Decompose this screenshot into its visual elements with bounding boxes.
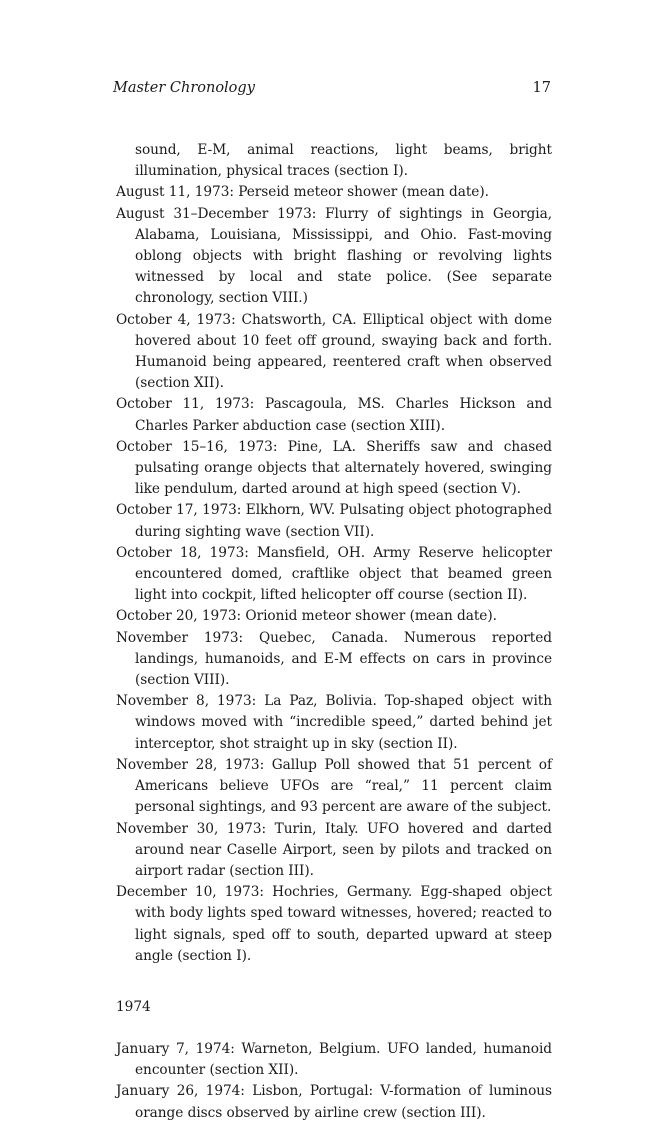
chronology-entry: October 20, 1973: Orionid meteor shower (mean date). xyxy=(116,608,497,625)
page-number: 17 xyxy=(532,80,551,96)
running-head xyxy=(113,80,551,102)
chronology-body xyxy=(116,140,552,1124)
chronology-entry: August 11, 1973: Perseid meteor shower (mean date). xyxy=(116,184,489,201)
chronology-entry: October 15–16, 1973: Pine, LA. Sheriffs saw and chased pulsating orange objects that alternately hovered, swinging like pendulum, darted around at high speed (section V). xyxy=(116,438,552,498)
chronology-entry: January 26, 1974: Lisbon, Portugal: V-formation of luminous orange discs observed by airline crew (section III). xyxy=(116,1083,552,1121)
chronology-entry: November 1973: Quebec, Canada. Numerous reported landings, humanoids, and E-M effects on cars in province (section VIII). xyxy=(116,629,552,689)
chronology-entry: October 18, 1973: Mansfield, OH. Army Reserve helicopter encountered domed, craftlike object that beamed green light into cockpit, lifted helicopter off course (section II). xyxy=(116,544,552,604)
chronology-entry: November 8, 1973: La Paz, Bolivia. Top-shaped object with windows moved with “incredible speed,” darted behind jet interceptor, shot straight up in sky (section II). xyxy=(116,693,552,752)
chronology-entry: October 17, 1973: Elkhorn, WV. Pulsating object photographed during sighting wave (section VII). xyxy=(116,502,552,540)
running-title: Master Chronology xyxy=(113,80,255,96)
chronology-entry: December 10, 1973: Hochries, Germany. Egg-shaped object with body lights sped toward witnesses, hovered; reacted to light signals, sped off to south, departed upward at steep angle (section I). xyxy=(116,884,552,964)
chronology-entry: January 7, 1974: Warneton, Belgium. UFO landed, humanoid encounter (section XII). xyxy=(116,1040,552,1079)
chronology-entry: August 31–December 1973: Flurry of sightings in Georgia, Alabama, Louisiana, Mississippi, and Ohio. Fast-moving oblong objects with bright flashing or revolving lights witnessed by local and state police. (See separate chronology, section VIII.) xyxy=(116,205,552,307)
chronology-entry: October 4, 1973: Chatsworth, CA. Elliptical object with dome hovered about 10 feet off ground, swaying back and forth. Humanoid being appeared, reentered craft when observed (section XII). xyxy=(116,311,552,392)
chronology-entry: November 30, 1973: Turin, Italy. UFO hovered and darted around near Caselle Airport, seen by pilots and tracked on airport radar (section III). xyxy=(116,820,552,879)
chronology-entry: November 28, 1973: Gallup Poll showed that 51 percent of Americans believe UFOs are “real,” 11 percent claim personal sightings, and 93 percent are aware of the subject. xyxy=(116,756,552,816)
section-heading-1974: 1974 xyxy=(116,998,151,1015)
chronology-entry-continued: sound, E-M, animal reactions, light beams, bright illumination, physical traces (section I). xyxy=(135,142,552,180)
chronology-entry: October 11, 1973: Pascagoula, MS. Charles Hickson and Charles Parker abduction case (section XIII). xyxy=(116,396,552,434)
